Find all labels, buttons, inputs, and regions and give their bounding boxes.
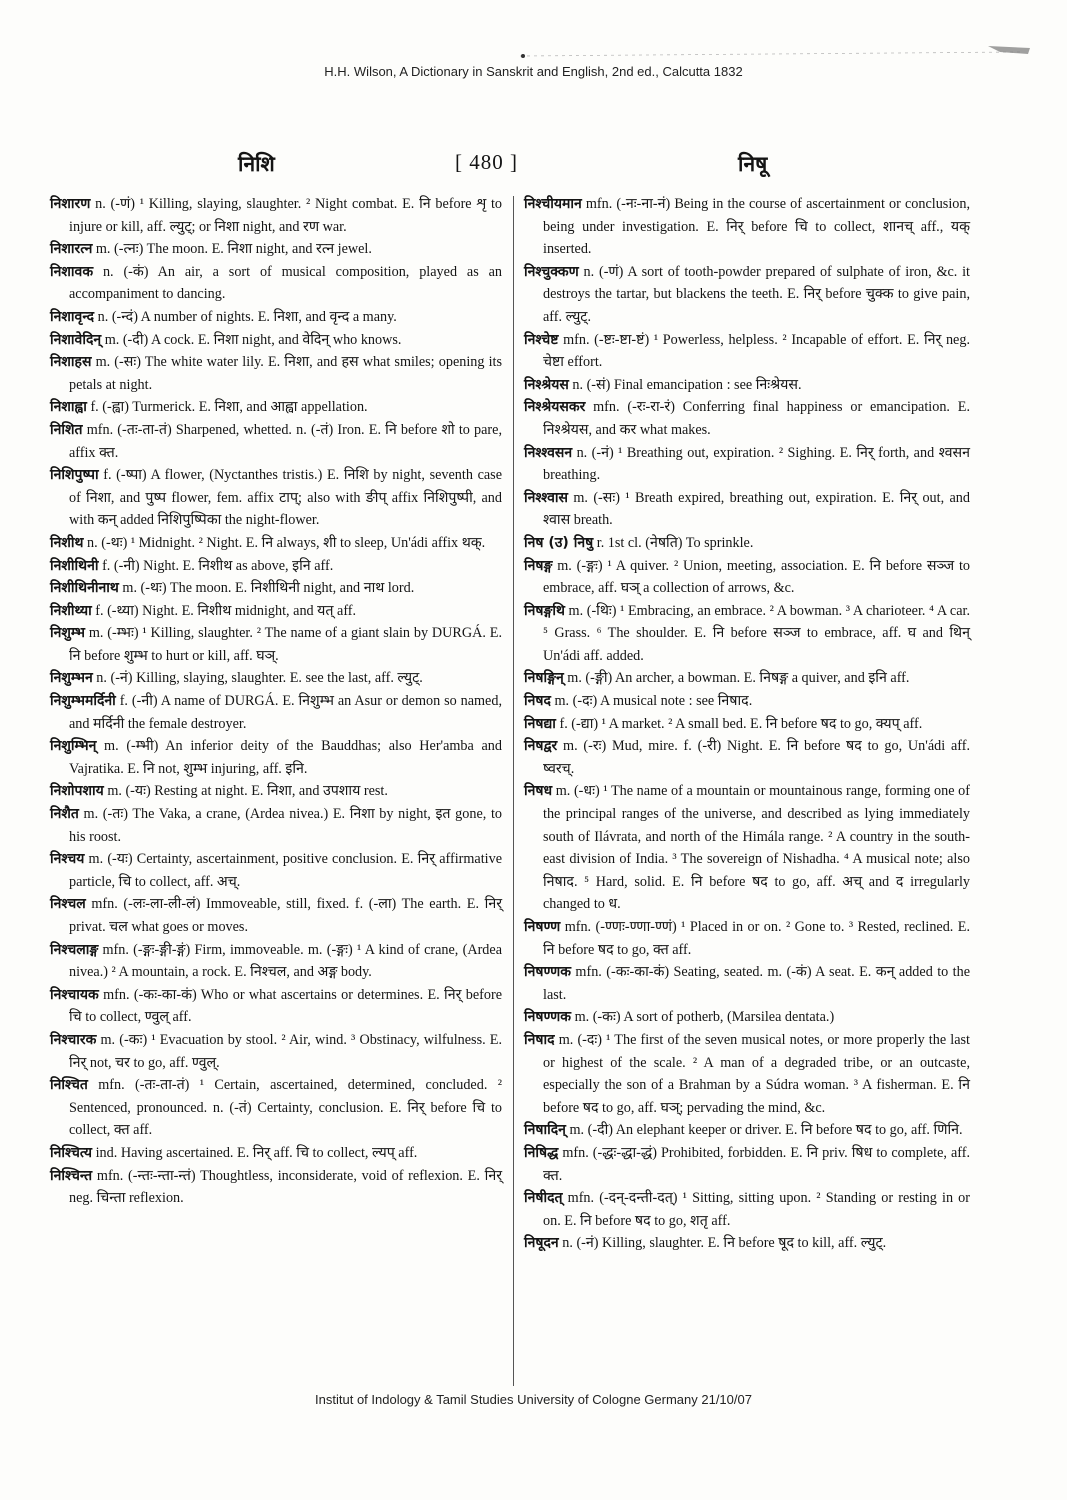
entry-definition: n. (-थः) ¹ Midnight. ² Night. E. नि always, शी to sleep, Un'ádi affix थक्. bbox=[83, 534, 486, 551]
entry-headword: निश्श्रेयसकर bbox=[524, 399, 586, 416]
dictionary-entry bbox=[524, 713, 970, 736]
entry-definition: mfn. (-ण्णः-ण्णा-ण्णं) ¹ Placed in or on. ² Gone to. ³ Rested, reclined. E. नि before षद to go, क्त aff. bbox=[543, 919, 970, 958]
dictionary-entry bbox=[524, 193, 970, 261]
entry-headword: निशीथिनीनाथ bbox=[50, 580, 119, 597]
dictionary-entry bbox=[50, 1074, 502, 1142]
entry-definition: n. (-नं) ¹ Breathing out, expiration. ² Sighing. E. निर् forth, and श्वसन breathing. bbox=[543, 444, 970, 484]
entry-headword: निषण्णक bbox=[524, 1009, 572, 1026]
entry-definition: mfn. (-कः-का-कं) Who or what ascertains or determines. E. निर् before चि to collect, ण्वुल् aff. bbox=[69, 986, 502, 1026]
entry-definition: r. 1st cl. (नेषति) To sprinkle. bbox=[593, 534, 754, 551]
dictionary-entry bbox=[524, 667, 970, 690]
entry-headword: निषूदन bbox=[524, 1235, 559, 1252]
entry-definition: n. (-सं) Final emancipation : see निःश्रेयस. bbox=[568, 376, 802, 393]
entry-headword: निश्चय bbox=[50, 851, 85, 868]
entry-definition: m. (-त्नः) The moon. E. निशा night, and रत्न jewel. bbox=[92, 241, 372, 258]
entry-definition: m. (-ङ्गः) ¹ A quiver. ² Union, meeting, association. E. नि before सञ्ज to embrace, aff. घञ् a collection of arrows, &c. bbox=[543, 557, 970, 597]
entry-headword: निश्चीयमान bbox=[524, 196, 582, 212]
dictionary-entry bbox=[50, 396, 502, 419]
dictionary-entry bbox=[50, 780, 502, 803]
entry-definition: m. (-धः) ¹ The name of a mountain or mountainous range, forming one of the principal ranges of the universe, and described as lying immediately south of Ilávrata, and north of the Himála range. ² A country in the south-east division of India. ³ The sovereign of Nishadha. ⁴ A musical note; also निषाद. ⁵ Hard, solid. E. नि before षद to go, aff. अच् and द irregularly changed to ध. bbox=[543, 783, 970, 913]
entry-definition: n. (-नं) Killing, slaying, slaughter. E. see the last, aff. ल्युट्. bbox=[92, 670, 423, 687]
entry-headword: निषद bbox=[524, 693, 551, 710]
entry-headword: निशोपशाय bbox=[50, 783, 104, 800]
dictionary-entry bbox=[50, 939, 502, 984]
entry-headword: निषङ्गिन् bbox=[524, 670, 564, 687]
dictionary-entry bbox=[524, 916, 970, 961]
entry-definition: m. (-कः) ¹ Evacuation by stool. ² Air, wind. ³ Obstinacy, wilfulness. E. निर् not, चर to go, aff. ण्वुल्. bbox=[69, 1031, 502, 1071]
entry-headword: निश्चिन्त bbox=[50, 1167, 93, 1184]
entry-definition: f. (-नी) A name of DURGÁ. E. निशुम्भ an Asur or demon so named, and मर्दिनी the female destroyer. bbox=[69, 693, 502, 732]
entry-headword: निशावेदिन् bbox=[50, 331, 102, 348]
entry-definition: m. (-तः) The Vaka, a crane, (Ardea nivea.) E. निशा by night, इत gone, to his roost. bbox=[69, 806, 502, 845]
dictionary-entry bbox=[524, 690, 970, 713]
entry-headword: निशित bbox=[50, 421, 83, 438]
entry-headword: निश्चित्य bbox=[50, 1144, 93, 1161]
dictionary-entry bbox=[524, 780, 970, 916]
entry-headword: निषङ्ग bbox=[524, 557, 553, 574]
entry-headword: निषिद्ध bbox=[524, 1144, 559, 1161]
entry-definition: m. (-ङ्गी) An archer, a bowman. E. निषङ्ग a quiver, and इनि aff. bbox=[563, 670, 910, 687]
entry-headword: निश्श्वास bbox=[524, 489, 568, 506]
entry-headword: निषद्या bbox=[524, 715, 556, 732]
dictionary-entry bbox=[50, 261, 502, 306]
entry-definition: ind. Having ascertained. E. निर् aff. चि to collect, ल्यप् aff. bbox=[92, 1144, 418, 1161]
entry-definition: n. (-णं) ¹ Killing, slaying, slaughter. ² Night combat. E. नि before शृ to injure or kill, aff. ल्युट्; or निशा night, and रण war. bbox=[69, 196, 502, 235]
dictionary-entry bbox=[50, 1029, 502, 1074]
entry-definition: mfn. (-ङ्गः-ङ्गी-ङ्गं) Firm, immoveable. m. (-ङ्गः) ¹ A kind of crane, (Ardea nivea.) ² A mountain, a rock. E. निश्चल, and अङ्ग body. bbox=[69, 941, 502, 981]
entry-definition: m. (-दः) ¹ The first of the seven musical notes, or more properly the last or highest of the scale. ² A man of a degraded tribe, or an outcaste, especially the son of a Brahman by a Súdra woman. ³ A fisherman. E. नि before षद to go, aff. घञ्; pervading the mind, &c. bbox=[543, 1031, 970, 1116]
entry-definition: mfn. (-तः-ता-तं) Sharpened, whetted. n. (-तं) Iron. E. नि before शो to pare, affix क्त. bbox=[69, 421, 502, 461]
dictionary-entry bbox=[524, 1187, 970, 1232]
entry-headword: निष (उ) निषु bbox=[524, 534, 594, 551]
entry-definition: mfn. (-द्धः-द्धा-द्धं) Prohibited, forbidden. E. नि priv. षिध to complete, aff. क्त. bbox=[543, 1144, 970, 1184]
dictionary-entry bbox=[50, 577, 502, 600]
entry-definition: f. (-ष्पा) A flower, (Nyctanthes tristis.) E. निशि by night, seventh case of निशा, and पुष्प flower, fem. affix टाप्; also with ङीप् affix निशिपुष्पी, and with कन् added निशिपुष्पिका the night-flower. bbox=[69, 467, 502, 529]
entry-headword: निषाद bbox=[524, 1031, 555, 1048]
entry-headword: निषद्वर bbox=[524, 738, 558, 755]
dictionary-entry bbox=[50, 419, 502, 464]
running-head bbox=[0, 150, 1067, 180]
entry-definition: mfn. (-ष्टः-ष्टा-ष्टं) ¹ Powerless, helpless. ² Incapable of effort. E. निर् neg. चेष्टा effort. bbox=[543, 331, 970, 371]
entry-headword: निशावक bbox=[50, 263, 94, 280]
entry-definition: m. (-सः) ¹ Breath expired, breathing out, expiration. E. निर् out, and श्वास breath. bbox=[543, 489, 970, 529]
dictionary-entry bbox=[50, 803, 502, 848]
entry-headword: निशैत bbox=[50, 806, 79, 823]
entry-headword: निश्चारक bbox=[50, 1031, 97, 1048]
entry-definition: m. (-थः) The moon. E. निशीथिनी night, and नाथ lord. bbox=[118, 580, 415, 597]
entry-headword: निषङ्गथि bbox=[524, 602, 565, 619]
entry-headword: निशीथ्या bbox=[50, 602, 92, 619]
entry-headword: निशिपुष्पा bbox=[50, 467, 99, 484]
entry-definition: m. (-थिः) ¹ Embracing, an embrace. ² A bowman. ³ A charioteer. ⁴ A car. ⁵ Grass. ⁶ The shoulder. E. नि before सञ्ज to embrace, aff. घ and थिन् Un'ádi aff. added. bbox=[543, 602, 970, 664]
dictionary-entry bbox=[50, 984, 502, 1029]
entry-definition: m. (-दी) An elephant keeper or driver. E. नि before षद to go, aff. णिनि. bbox=[565, 1122, 963, 1139]
entry-definition: mfn. (-तः-ता-तं) ¹ Certain, ascertained, determined, concluded. ² Sentenced, pronounced. n. (-तं) Certainty, conclusion. E. निर् before चि to collect, क्त aff. bbox=[69, 1077, 502, 1139]
entry-definition: n. (-णं) A sort of tooth-powder prepared of sulphate of iron, &c. it destroys the tartar, but blackens the teeth. E. निर् before चुक्क to give pain, aff. ल्युट्. bbox=[543, 263, 970, 325]
entry-headword: निशीथ bbox=[50, 534, 84, 551]
source-caption: H.H. Wilson, A Dictionary in Sanskrit and English, 2nd ed., Calcutta 1832 bbox=[324, 64, 743, 79]
entry-headword: निश्श्रेयस bbox=[524, 376, 569, 393]
entry-headword: निश्श्वसन bbox=[524, 444, 573, 461]
entry-headword: निषीदत् bbox=[524, 1190, 563, 1207]
entry-definition: m. (-यः) Certainty, ascertainment, positive conclusion. E. निर् affirmative particle, चि to collect, aff. अच्. bbox=[69, 851, 502, 890]
dictionary-entry bbox=[524, 487, 970, 532]
entry-headword: निशुम्भिन् bbox=[50, 738, 97, 755]
dictionary-entry bbox=[524, 329, 970, 374]
dictionary-entry bbox=[524, 396, 970, 441]
entry-definition: m. (-दः) A musical note : see निषाद. bbox=[550, 693, 753, 710]
dictionary-entry bbox=[524, 442, 970, 487]
entry-definition: m. (-दी) A cock. E. निशा night, and वेदिन् who knows. bbox=[101, 331, 402, 348]
entry-headword: निशारण bbox=[50, 196, 91, 212]
entry-definition: f. (-नी) Night. E. निशीथ as above, इनि aff. bbox=[98, 557, 334, 574]
dictionary-entry bbox=[50, 306, 502, 329]
entry-headword: निश्चेष्ट bbox=[524, 331, 559, 348]
running-head-right-word: निषू bbox=[738, 152, 768, 176]
entry-definition: f. (-ह्वा) Turmerick. E. निशा, and आह्वा appellation. bbox=[86, 399, 368, 416]
dictionary-entry bbox=[524, 374, 970, 397]
entry-headword: निशारत्न bbox=[50, 241, 93, 258]
dictionary-entry bbox=[50, 532, 502, 555]
dictionary-entry bbox=[524, 1142, 970, 1187]
dictionary-entry bbox=[524, 1006, 970, 1029]
entry-headword: निशावृन्द bbox=[50, 308, 95, 325]
dictionary-entry bbox=[524, 261, 970, 329]
entry-definition: mfn. (-दन्-दन्ती-दत्) ¹ Sitting, sitting upon. ² Standing or resting in or on. E. नि before षद to go, शतृ aff. bbox=[543, 1190, 970, 1229]
entry-definition: mfn. (-कः-का-कं) Seating, seated. m. (-कं) A seat. E. कन् added to the last. bbox=[543, 964, 970, 1003]
entry-definition: m. (-म्भः) ¹ Killing, slaughter. ² The name of a giant slain by DURGÁ. E. नि before शुम्भ to hurt or kill, aff. घञ्. bbox=[69, 625, 502, 664]
entry-definition: f. (-द्या) ¹ A market. ² A small bed. E. नि before षद to go, क्यप् aff. bbox=[555, 715, 923, 732]
entry-headword: निश्चलाङ्ग bbox=[50, 941, 99, 958]
left-column bbox=[50, 193, 502, 1210]
dictionary-entry bbox=[50, 193, 502, 238]
entry-headword: निषध bbox=[524, 783, 553, 800]
dictionary-entry bbox=[50, 1142, 502, 1165]
entry-headword: निषण्णक bbox=[524, 964, 572, 981]
entry-definition: m. (-रः) Mud, mire. f. (-री) Night. E. नि before षद to go, Un'ádi aff. ष्वरच्. bbox=[543, 738, 970, 777]
entry-definition: mfn. (-रः-रा-रं) Conferring final happiness or emancipation. E. निश्श्रेयस, and कर what makes. bbox=[543, 399, 970, 438]
dictionary-entry bbox=[524, 600, 970, 668]
running-head-left-word: निशि bbox=[238, 152, 275, 176]
entry-definition: mfn. (-न्तः-न्ता-न्तं) Thoughtless, inconsiderate, void of reflexion. E. निर् neg. चिन्ता reflexion. bbox=[69, 1167, 502, 1207]
entry-headword: निश्चित bbox=[50, 1077, 88, 1094]
entry-definition: m. (-कः) A sort of potherb, (Marsilea dentata.) bbox=[571, 1009, 835, 1026]
column-divider bbox=[513, 196, 514, 1386]
entry-headword: निशुम्भमर्दिनी bbox=[50, 693, 116, 710]
dictionary-entry bbox=[50, 329, 502, 352]
entry-definition: f. (-थ्या) Night. E. निशीथ midnight, and यत् aff. bbox=[91, 602, 357, 619]
entry-definition: n. (-न्दं) A number of nights. E. निशा, and वृन्द a many. bbox=[94, 308, 397, 325]
entry-headword: निश्चल bbox=[50, 896, 86, 913]
entry-definition: m. (-यः) Resting at night. E. निशा, and उपशाय rest. bbox=[103, 783, 388, 800]
dictionary-entry bbox=[524, 555, 970, 600]
dictionary-entry bbox=[524, 735, 970, 780]
dictionary-entry bbox=[50, 622, 502, 667]
right-column bbox=[524, 193, 970, 1255]
dictionary-entry bbox=[524, 1119, 970, 1142]
entry-headword: निषण्ण bbox=[524, 919, 561, 935]
entry-headword: निश्चायक bbox=[50, 986, 99, 1003]
dictionary-entry bbox=[50, 238, 502, 261]
entry-definition: m. (-सः) The white water lily. E. निशा, and हस what smiles; opening its petals at night. bbox=[69, 354, 502, 393]
entry-headword: निश्चुक्कण bbox=[524, 263, 579, 280]
entry-headword: निषादिन् bbox=[524, 1122, 566, 1139]
entry-headword: निशाहस bbox=[50, 354, 92, 371]
entry-definition: n. (-नं) Killing, slaughter. E. नि before षूद to kill, aff. ल्युट्. bbox=[558, 1235, 887, 1252]
dictionary-entry bbox=[50, 893, 502, 938]
entry-definition: m. (-म्भी) An inferior deity of the Bauddhas; also Her'amba and Vajratika. E. नि not, शुम्भ injuring, aff. इनि. bbox=[69, 738, 502, 777]
dictionary-entry bbox=[50, 600, 502, 623]
institution-caption: Institut of Indology & Tamil Studies University of Cologne Germany 21/10/07 bbox=[315, 1392, 752, 1407]
dictionary-entry bbox=[524, 961, 970, 1006]
entry-definition: mfn. (-नः-ना-नं) Being in the course of ascertainment or conclusion, being under investigation. E. निर् before चि to collect, शानच् aff., यक् inserted. bbox=[543, 196, 970, 258]
dictionary-entry bbox=[524, 532, 970, 555]
entry-definition: n. (-कं) An air, a sort of musical composition, played as an accompaniment to dancing. bbox=[69, 263, 502, 303]
entry-headword: निशाह्वा bbox=[50, 399, 87, 416]
entry-headword: निशुम्भन bbox=[50, 670, 93, 687]
dictionary-entry bbox=[50, 1165, 502, 1210]
entry-definition: mfn. (-लः-ला-ली-लं) Immoveable, still, fixed. f. (-ला) The earth. E. निर् privat. चल what goes or moves. bbox=[69, 896, 502, 935]
dictionary-entry bbox=[50, 848, 502, 893]
dictionary-entry bbox=[50, 735, 502, 780]
dictionary-entry bbox=[524, 1029, 970, 1119]
dictionary-entry bbox=[50, 690, 502, 735]
page-number: [ 480 ] bbox=[455, 150, 518, 174]
entry-headword: निशीथिनी bbox=[50, 557, 99, 574]
dictionary-entry bbox=[50, 464, 502, 532]
dictionary-entry bbox=[50, 555, 502, 578]
entry-headword: निशुम्भ bbox=[50, 625, 85, 642]
dictionary-entry bbox=[50, 667, 502, 690]
dictionary-entry bbox=[50, 351, 502, 396]
dictionary-entry bbox=[524, 1232, 970, 1255]
